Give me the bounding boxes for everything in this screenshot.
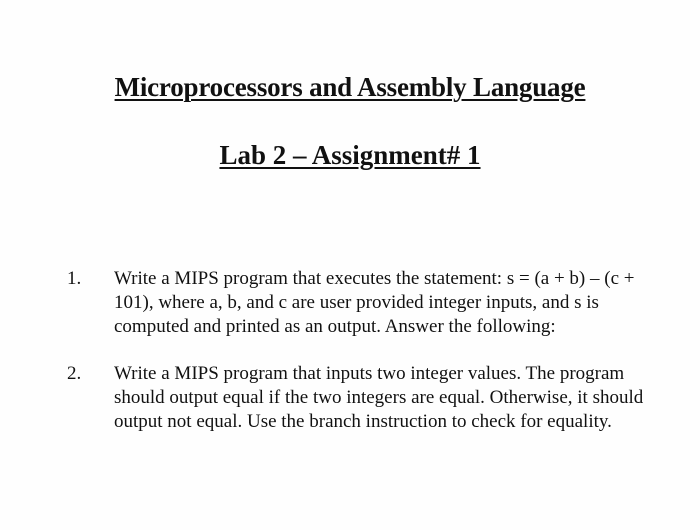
document-subtitle: Lab 2 – Assignment# 1 (219, 140, 481, 170)
task-number: 2. (67, 363, 82, 384)
task-number: 1. (67, 268, 82, 289)
task-text: Write a MIPS program that inputs two integer values. The program should output equal if the two integers are equal. Otherwise, it should output not equal. Use the branch instruction to check for equality. (114, 363, 644, 432)
task-text: Write a MIPS program that executes the statement: s = (a + b) – (c + 101), where a, b, and c are user provided integer inputs, and s is computed and printed as an output. Answer the following: (114, 268, 635, 337)
document-title: Microprocessors and Assembly Language (114, 72, 586, 102)
